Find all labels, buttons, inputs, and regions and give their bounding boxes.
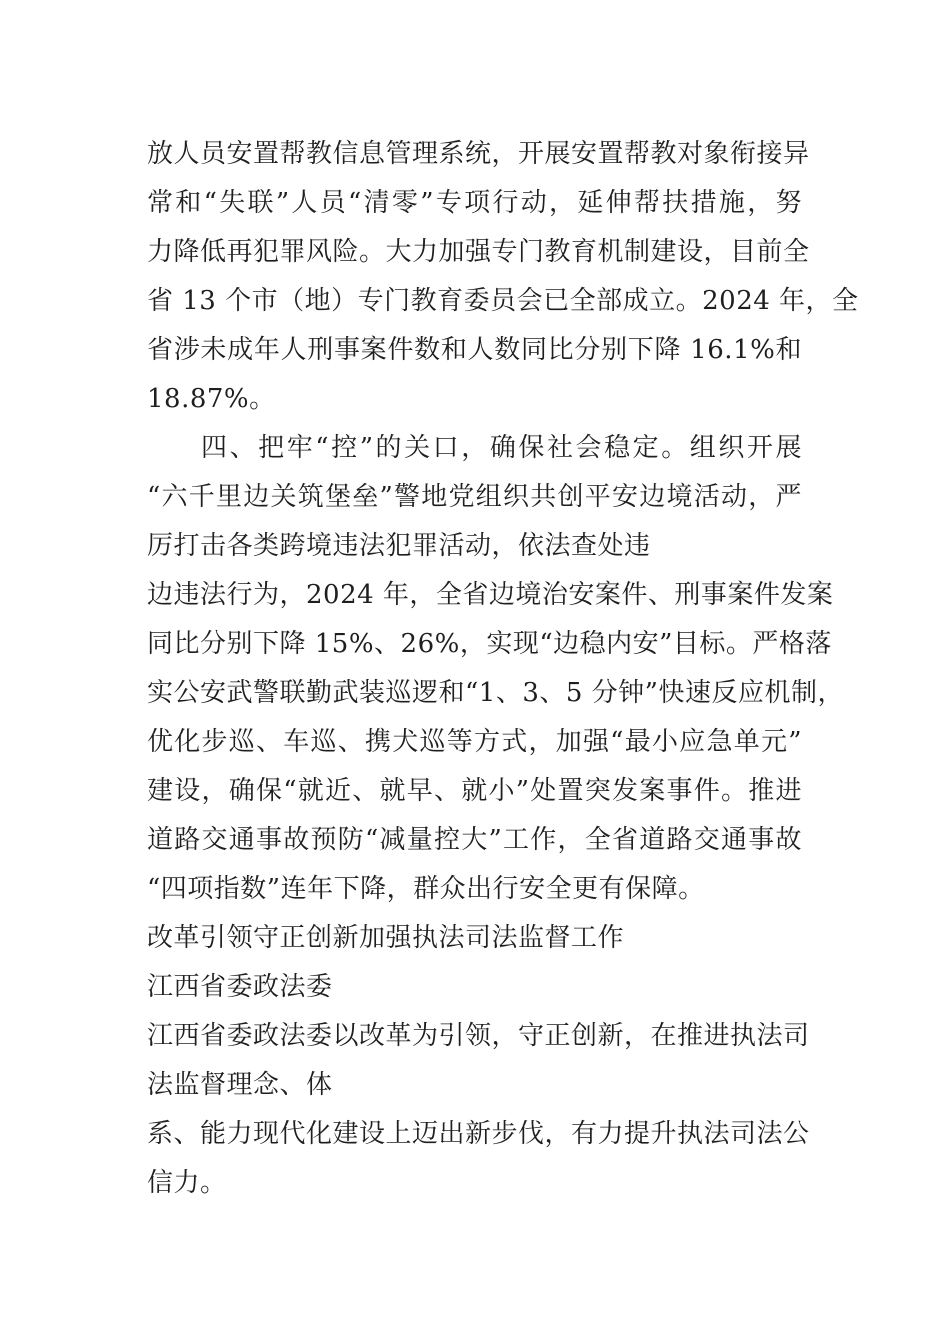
text-line-15: 道路交通事故预防“减量控大”工作，全省道路交通事故 [147, 825, 802, 855]
text-line-6: 18.87%。 [147, 384, 276, 414]
text-line-21: 系、能力现代化建设上迈出新步伐，有力提升执法司法公 [147, 1119, 810, 1149]
section-four-heading-line: 四、把牢“控”的关口，确保社会稳定。组织开展 [201, 433, 802, 463]
text-line-1: 放人员安置帮教信息管理系统，开展安置帮教对象衔接异 [147, 139, 810, 169]
text-line-4: 省 13 个市（地）专门教育委员会已全部成立。2024 年，全 [147, 286, 859, 316]
text-line-10: 边违法行为，2024 年，全省边境治安案件、刑事案件发案 [147, 580, 834, 610]
text-line-20: 法监督理念、体 [147, 1070, 333, 1100]
text-line-11: 同比分别下降 15%、26%，实现“边稳内安”目标。严格落 [147, 629, 832, 659]
text-line-14: 建设，确保“就近、就早、就小”处置突发案事件。推进 [147, 776, 802, 806]
article-title: 改革引领守正创新加强执法司法监督工作 [147, 923, 625, 953]
text-line-9: 厉打击各类跨境违法犯罪活动，依法查处违 [147, 531, 651, 561]
text-line-22: 信力。 [147, 1168, 227, 1198]
text-line-12: 实公安武警联勤武装巡逻和“1、3、5 分钟”快速反应机制， [147, 678, 844, 708]
text-line-16: “四项指数”连年下降，群众出行安全更有保障。 [147, 874, 705, 904]
text-line-13: 优化步巡、车巡、携犬巡等方式，加强“最小应急单元” [147, 727, 802, 757]
text-line-5: 省涉未成年人刑事案件数和人数同比分别下降 16.1%和 [147, 335, 802, 365]
text-line-3: 力降低再犯罪风险。大力加强专门教育机制建设，目前全 [147, 237, 810, 267]
text-line-2: 常和“失联”人员“清零”专项行动，延伸帮扶措施，努 [147, 188, 802, 218]
text-line-8: “六千里边关筑堡垒”警地党组织共创平安边境活动，严 [147, 482, 802, 512]
text-line-19: 江西省委政法委以改革为引领，守正创新，在推进执法司 [147, 1021, 810, 1051]
article-author: 江西省委政法委 [147, 972, 333, 1002]
